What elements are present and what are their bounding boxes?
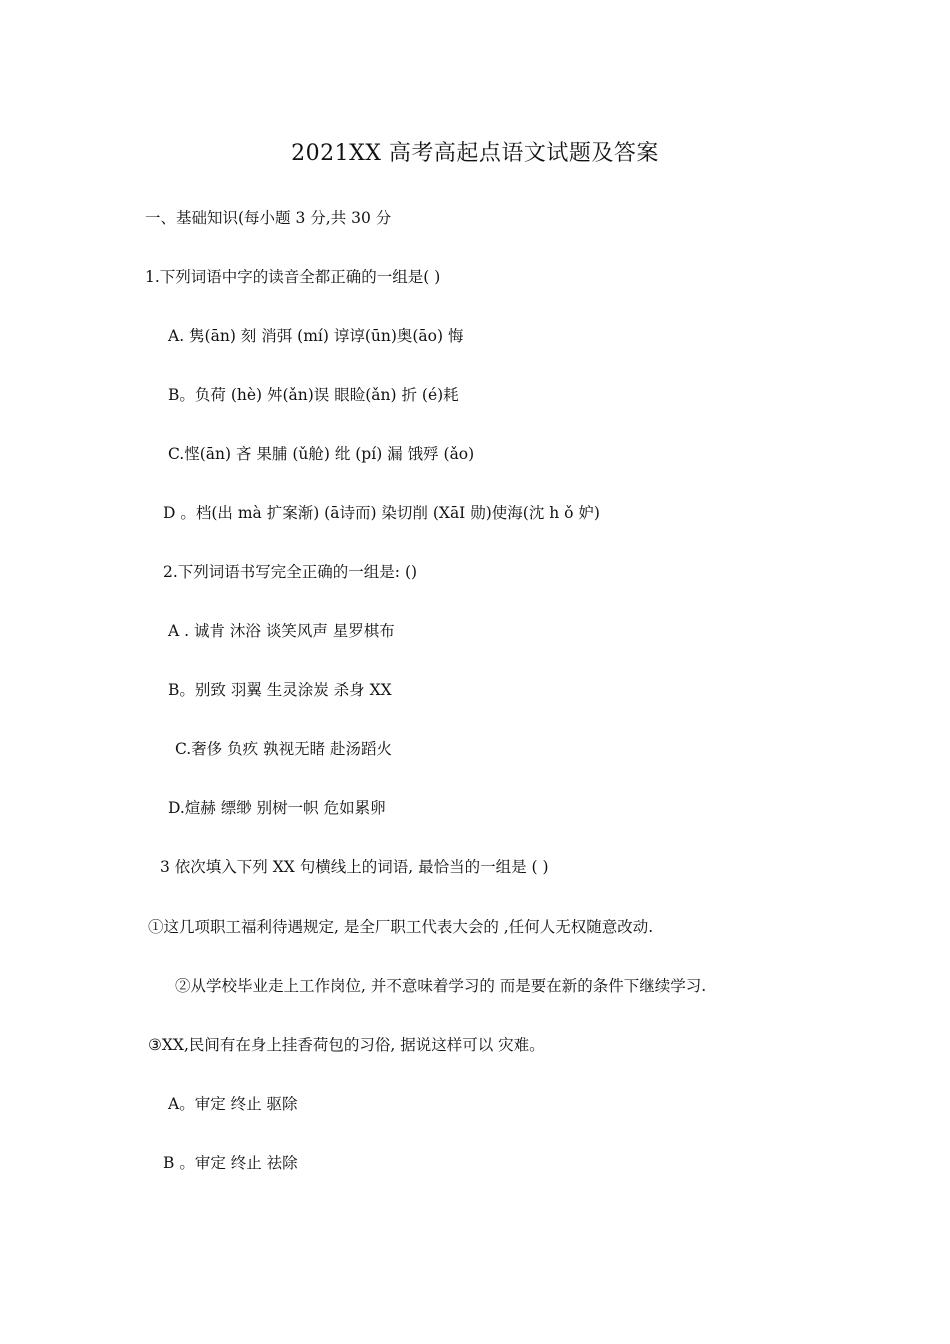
question-2-option-b: B。别致 羽翼 生灵涂炭 杀身 XX [168, 681, 392, 699]
question-1-option-b: B。负荷 (hè) 舛(ǎn)误 眼睑(ǎn) 折 (é)耗 [168, 386, 459, 404]
question-3-sentence-3: ③XX,民间有在身上挂香荷包的习俗, 据说这样可以 灾难。 [148, 1036, 545, 1054]
question-1-option-d: D 。档(出 mà 扩案渐) (ā诗而) 染切削 (XāI 勋)使海(沈 h ǒ 妒) [163, 504, 600, 522]
question-3-sentence-1: ①这几项职工福利待遇规定, 是全厂职工代表大会的 ,任何人无权随意改动. [148, 918, 654, 936]
question-2-option-a: A . 诚肯 沐浴 谈笑风声 星罗棋布 [168, 622, 395, 640]
question-2-option-d: D.煊赫 缥缈 别树一帜 危如累卵 [168, 799, 386, 817]
question-2-option-c: C.奢侈 负疚 孰视无睹 赴汤蹈火 [175, 740, 393, 758]
question-1-stem: 1.下列词语中字的读音全都正确的一组是( ) [145, 268, 441, 286]
question-3-sentence-2: ②从学校毕业走上工作岗位, 并不意味着学习的 而是要在新的条件下继续学习. [175, 977, 707, 995]
question-3-stem: 3 依次填入下列 XX 句横线上的词语, 最恰当的一组是 ( ) [160, 858, 549, 876]
section-heading: 一、基础知识(每小题 3 分,共 30 分 [145, 209, 392, 227]
question-2-stem: 2.下列词语书写完全正确的一组是: () [163, 563, 418, 581]
question-3-option-a: A。审定 终止 驱除 [168, 1095, 298, 1113]
question-1-option-c: C.悭(ān) 吝 果脯 (ǔ舱) 纰 (pí) 漏 饿殍 (ǎo) [168, 445, 475, 463]
document-title: 2021XX 高考高起点语文试题及答案 [291, 141, 659, 166]
question-1-option-a: A. 隽(ān) 刻 消弭 (mí) 谆谆(ūn)奥(āo) 悔 [168, 327, 464, 345]
question-3-option-b: B 。审定 终止 祛除 [163, 1154, 298, 1172]
